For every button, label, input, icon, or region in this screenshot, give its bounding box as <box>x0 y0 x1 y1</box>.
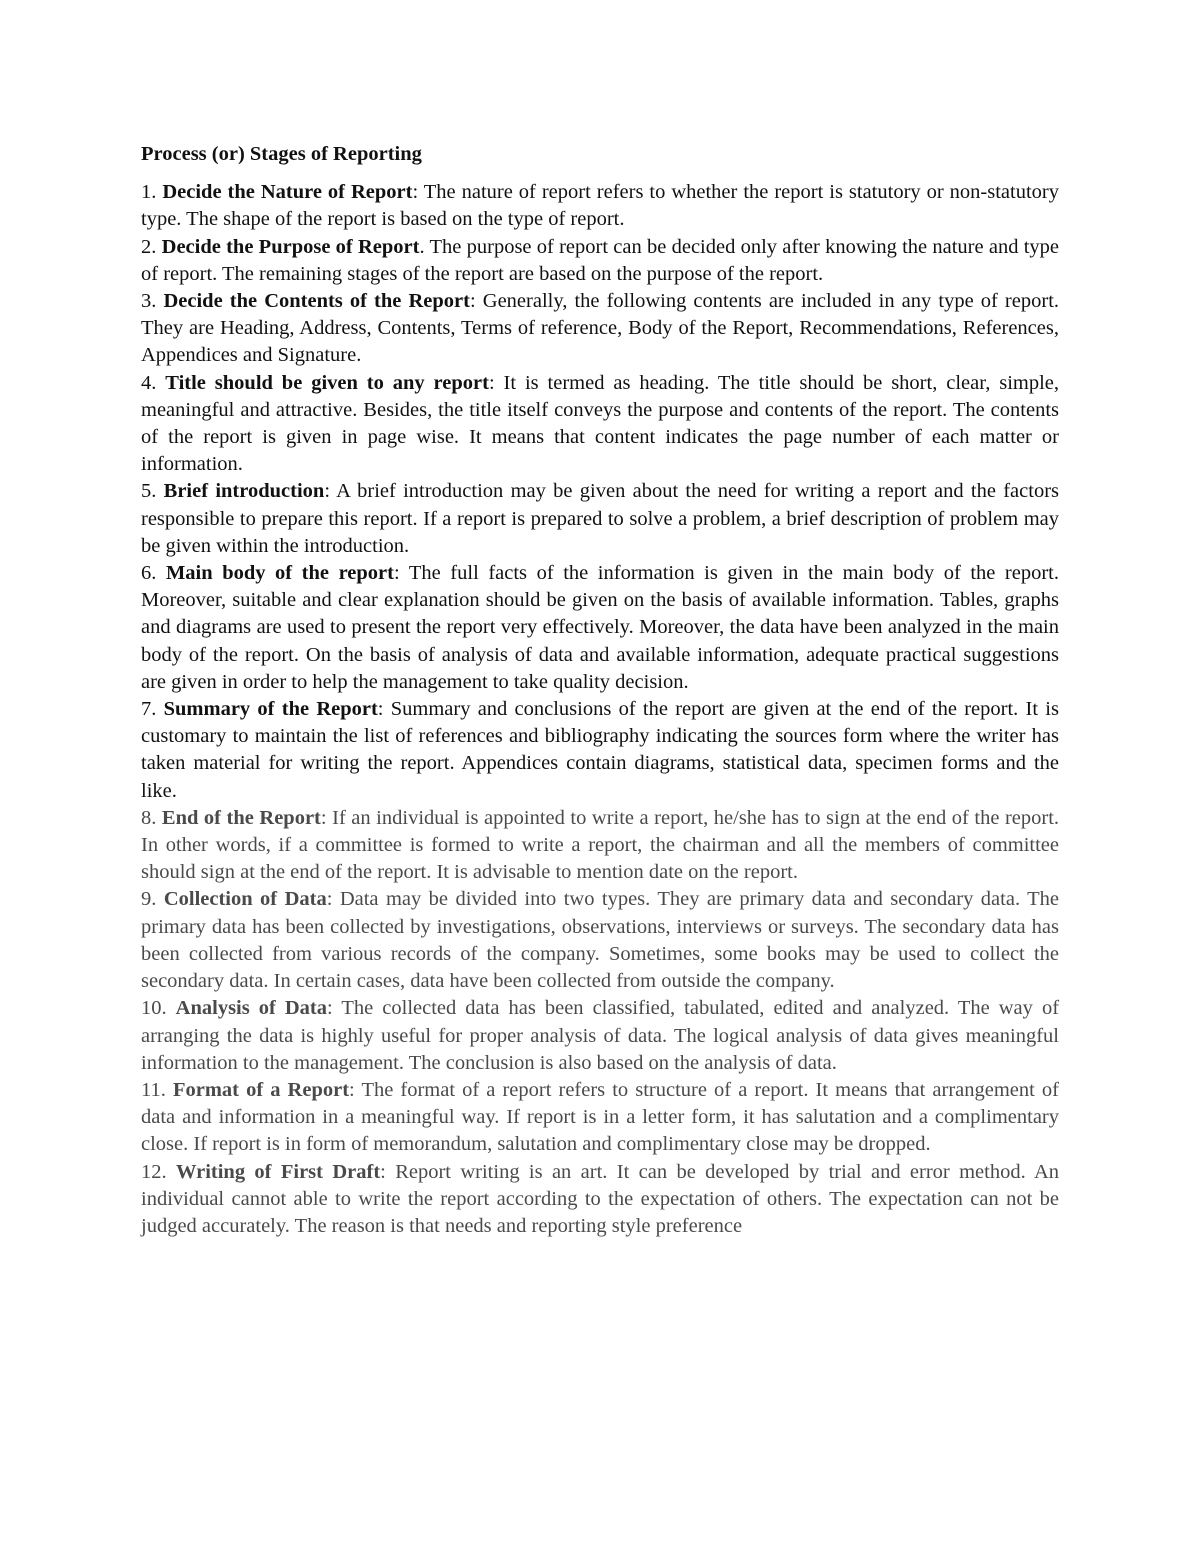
list-item <box>141 288 1059 370</box>
item-heading: Brief introduction <box>163 480 325 503</box>
item-heading: Summary of the Report <box>163 698 378 721</box>
item-body: . The purpose of report can be decided only after knowing the nature and type of report. The remaining stages of the report are based on the purpose of the report. <box>141 235 1059 285</box>
list-item <box>141 696 1059 805</box>
item-heading: Decide the Contents of the Report <box>163 290 470 313</box>
item-number: 2. <box>141 235 157 258</box>
page-title: Process (or) Stages of Reporting <box>141 143 422 165</box>
item-body: : The nature of report refers to whether the report is statutory or non-statutory type. The shape of the report is based on the type of report. <box>141 181 1059 231</box>
item-number: 3. <box>141 290 157 313</box>
item-number: 4. <box>141 371 157 394</box>
item-number: 1. <box>141 181 157 204</box>
list-item <box>141 995 1059 1077</box>
item-heading: Format of a Report <box>172 1078 350 1101</box>
list-item <box>141 478 1059 560</box>
list-item <box>141 179 1059 233</box>
list-item <box>141 1077 1059 1159</box>
list-item <box>141 560 1059 696</box>
item-body: : Data may be divided into two types. They are primary data and secondary data. The primary data has been collected by investigations, observations, interviews or surveys. The secondary data has been collected from various records of the company. Sometimes, some books may be used to collect the secondary data. In certain cases, data have been collected from outside the company. <box>141 888 1059 993</box>
item-body: : Summary and conclusions of the report are given at the end of the report. It is customary to maintain the list of references and bibliography indicating the sources form where the writer has taken material for writing the report. Appendices contain diagrams, statistical data, specimen forms and the like. <box>141 698 1059 802</box>
list-item <box>141 1159 1059 1241</box>
item-body: : A brief introduction may be given about the need for writing a report and the factors responsible to prepare this report. If a report is prepared to solve a problem, a brief description of problem may be given within the introduction. <box>141 480 1060 557</box>
item-number: 9. <box>141 888 157 911</box>
list-item <box>141 886 1059 995</box>
item-heading: Writing of First Draft <box>175 1160 381 1183</box>
list-item <box>141 370 1059 479</box>
item-heading: Analysis of Data <box>175 997 328 1020</box>
item-number: 12. <box>141 1160 167 1183</box>
list-item <box>141 805 1059 887</box>
list-item <box>141 234 1059 288</box>
item-number: 7. <box>141 698 157 721</box>
item-number: 8. <box>141 806 157 829</box>
item-number: 11. <box>141 1078 166 1101</box>
item-heading: Decide the Nature of Report <box>162 181 413 204</box>
item-body: : Generally, the following contents are included in any type of report. They are Heading, Address, Contents, Terms of reference, Body of the Report, Recommendations, References, Appendices and Signature. <box>141 290 1060 367</box>
item-body: : If an individual is appointed to write a report, he/she has to sign at the end of the report. In other words, if a committee is formed to write a report, the chairman and all the members of committee should sign at the end of the report. It is advisable to mention date on the report. <box>141 806 1060 884</box>
item-body: : The full facts of the information is given in the main body of the report. Moreover, suitable and clear explanation should be given on the basis of available information. Tables, graphs and diagrams are used to present the report very effectively. Moreover, the data have been analyzed in the main body of the report. On the basis of analysis of data and available information, adequate practical suggestions are given in order to help the management to take quality decision. <box>141 562 1059 693</box>
item-heading: Main body of the report <box>165 562 394 585</box>
item-body: : The format of a report refers to structure of a report. It means that arrangement of data and information in a meaningful way. If report is in a letter form, it has salutation and a complimentary close. If report is in form of memorandum, salutation and complimentary close may be dropped. <box>141 1078 1060 1156</box>
item-number: 5. <box>141 480 157 503</box>
item-body: : The collected data has been classified, tabulated, edited and analyzed. The way of arranging the data is highly useful for proper analysis of data. The logical analysis of data gives meaningful information to the management. The conclusion is also based on the analysis of data. <box>141 997 1060 1074</box>
item-body: : It is termed as heading. The title should be short, clear, simple, meaningful and attractive. Besides, the title itself conveys the purpose and contents of the report. The contents of the report is given in page wise. It means that content indicates the page number of each matter or information. <box>141 371 1060 476</box>
item-number: 10. <box>141 997 167 1020</box>
item-heading: End of the Report <box>161 806 321 829</box>
item-heading: Decide the Purpose of Report <box>161 235 420 258</box>
item-body: : Report writing is an art. It can be developed by trial and error method. An individual cannot able to write the report according to the expectation of others. The expectation can not be judged accurately. The reason is that needs and reporting style preference <box>141 1160 1060 1237</box>
item-heading: Collection of Data <box>163 888 327 911</box>
document-page <box>141 141 1059 1240</box>
item-heading: Title should be given to any report <box>165 371 489 394</box>
item-number: 6. <box>141 562 157 585</box>
